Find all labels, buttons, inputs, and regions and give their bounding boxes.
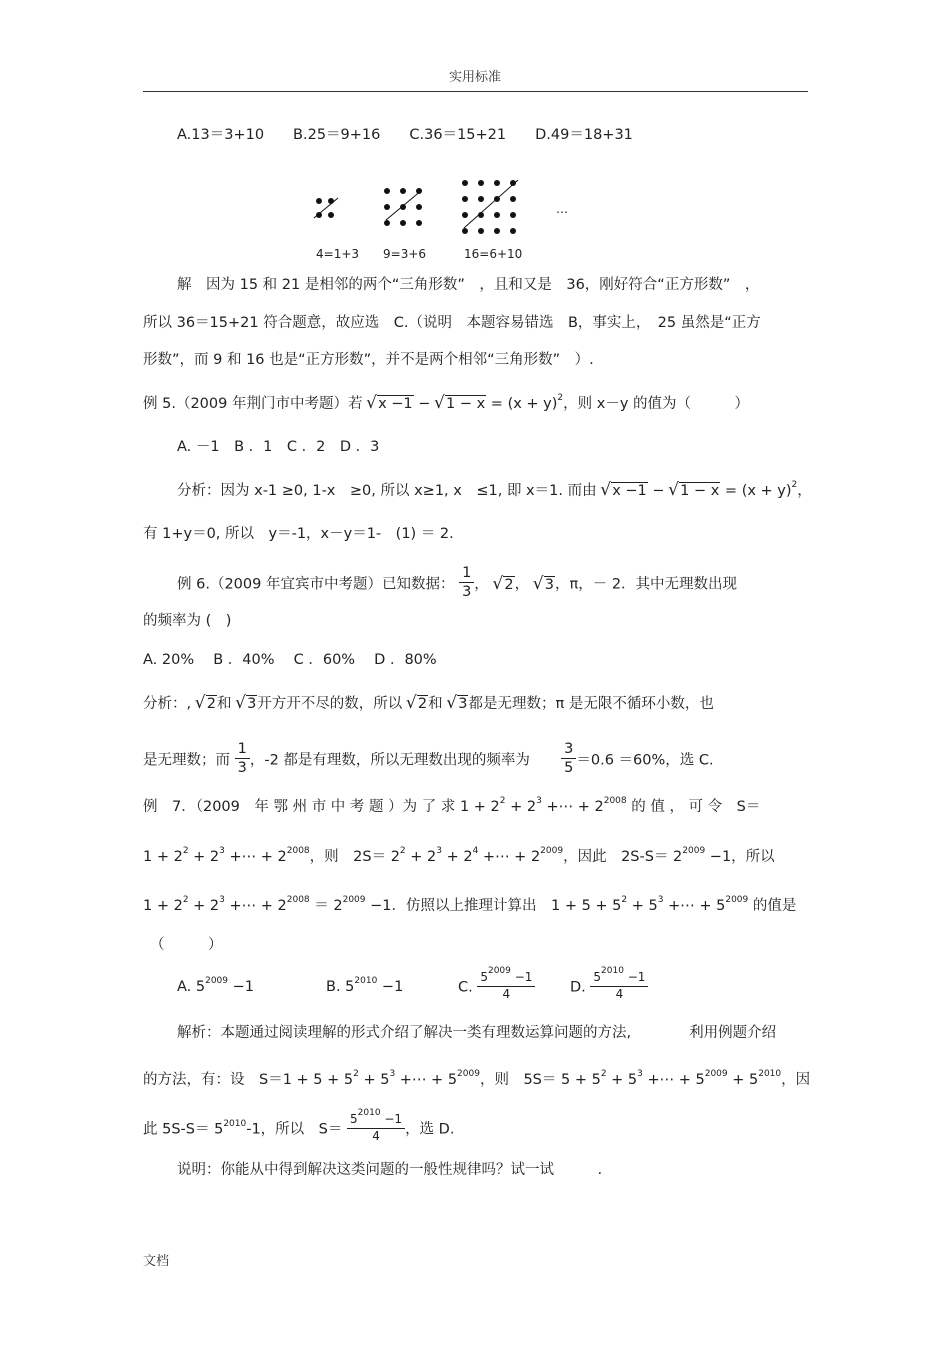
ellipsis: … (556, 202, 568, 216)
sqrt-2: √ 2 (196, 694, 217, 714)
solution-4-line-2: 所以 36＝15+21 符合题意，故应选 C.（说明 本题容易错选 B，事实上， 25 虽然是“正方 (143, 315, 761, 331)
sqrt-x-minus-1: √ x −1 (601, 481, 648, 501)
dot-caption-3: 16=6+10 (464, 247, 523, 261)
example-7-line-1: 例 7．（2009 年 鄂 州 市 中 考 题 ）为 了 求 $1 + 2^2 + 2^3$ +⋯ + $2^{2008}$ 的 值 ， 可 令 S＝ (143, 796, 761, 815)
dot-caption-2: 9=3+6 (383, 247, 427, 261)
example-6-question: 例 6.（2009 年宜宾市中考题）已知数据： $\frac{1}{3}$ ， √ 2， √ 3，π，－ 2．其中无理数出现 (177, 566, 737, 603)
dot-figure-1 (312, 196, 342, 224)
page-header: 实用标准 (448, 70, 501, 85)
sqrt-3: √ 3 (447, 694, 468, 714)
ex7-option-b: B. $5^{2010} -1$ (326, 976, 404, 995)
example-5-question: 例 5.（2009 年荆门市中考题）若 √ x −1 − √ $1 - x = (x + y)^2$，则 x－y 的值为（ ） (143, 394, 749, 416)
example-7-line-2: $1 + 2^2 + 2^3$ +⋯ + $2^{2008}$，则 $2S= 2^2 + 2^3 + 2^4$ +⋯ + $2^{2009}$，因此 $2S-S= 2^{2009} -1$，所以 (143, 846, 775, 865)
page-footer: 文档 (143, 1254, 170, 1269)
dot-figure-2 (382, 186, 428, 228)
ex7-option-c: C. $\frac{5^{2009} -1}{4}$ (458, 972, 535, 1003)
fraction-one-third: $\frac{1}{3}$ (235, 740, 250, 777)
fraction-one-third: $\frac{1}{3}$ (459, 564, 474, 601)
ex7-solution-line-2: 的方法，有：设 $S=1 + 5 + 5^2 + 5^3$ +⋯ + $5^{2009}$，则 $5S= 5 + 5^2 + 5^3$ +⋯ + $5^{2009} + 5^{2010}$，因 (143, 1069, 811, 1088)
ex5-suffix: ，则 x－y 的值为（ ） (563, 396, 750, 412)
ex5-analysis-line-1: 分析：因为 x-1 ≥0, 1-x ≥0, 所以 x≥1, x ≤1, 即 x＝1. 而由 √ x −1 − √ $1 - x = (x + y)^2$， (177, 481, 812, 503)
dot-figure-3 (460, 178, 522, 238)
sqrt-2: √ 2 (407, 694, 428, 714)
solution-4-line-3: 形数”，而 9 和 16 也是“正方形数”，并不是两个相邻“三角形数” ）. (143, 352, 594, 368)
q4-options: A.13＝3+10 B.25＝9+16 C.36＝15+21 D.49＝18+31 (177, 127, 633, 143)
ex7-note: 说明：你能从中得到解决这类问题的一般性规律吗？试一试 . (177, 1162, 603, 1178)
fraction-three-fifths: $\frac{3}{5}$ (561, 740, 576, 777)
ex6-analysis-line-1: 分析：, √ 2和 √ 3开方开不尽的数，所以 √ 2和 √ 3都是无理数；π 是无限不循环小数，也 (143, 694, 714, 714)
example-7-line-3: $1 + 2^2 + 2^3$ +⋯ + $2^{2008} = 2^{2009} -1$．仿照以上推理计算出 $1 + 5 + 5^2 + 5^3$ +⋯ + $5^{2009}$ 的值是 (143, 895, 797, 914)
ex7-solution-line-3: 此 $5S-S= 5^{2010}-1$，所以 S＝ $\frac{5^{2010} -1}{4}$ ，选 D. (143, 1108, 455, 1143)
ex7-option-a: A. $5^{2009} -1$ (177, 976, 254, 995)
ex5-options: A. －1 B ．1 C ．2 D ．3 (177, 439, 380, 455)
ex6-analysis-line-2: 是无理数；而 $\frac{1}{3}$ ，-2 都是有理数，所以无理数出现的频率为 $\frac{3}{5}$ ＝0.6 ＝60%，选 C. (143, 741, 714, 776)
ex7-option-d: D. $\frac{5^{2010} -1}{4}$ (570, 972, 648, 1003)
sqrt-3: √ 3 (236, 694, 257, 714)
sqrt-x-minus-1: √ x −1 (367, 394, 414, 414)
ex7-answer-parens: （ ） (150, 937, 223, 953)
sqrt-3: √ 3 (534, 575, 555, 595)
dot-caption-1: 4=1+3 (316, 247, 360, 261)
ex6-options: A. 20% B ．40% C ．60% D ．80% (143, 652, 437, 668)
ex6-question-line-2: 的频率为 ( ) (143, 613, 232, 629)
ex5-analysis-line-2: 有 1+y＝0, 所以 y＝-1，x－y＝1- (1) ＝ 2. (143, 526, 454, 542)
sqrt-1-minus-x: √ 1 − x (435, 394, 486, 414)
sqrt-2: √ 2 (493, 575, 514, 595)
sqrt-1-minus-x: √ 1 − x (669, 481, 720, 501)
ex5-prefix: 例 5.（2009 年荆门市中考题）若 (143, 396, 363, 412)
ex7-solution-line-1: 解析：本题通过阅读理解的形式介绍了解决一类有理数运算问题的方法, 利用例题介绍 (177, 1025, 777, 1041)
solution-4-line-1: 解 因为 15 和 21 是相邻的两个“三角形数” ，且和又是 36，刚好符合“正方形数” ， (177, 277, 760, 293)
header-rule (143, 91, 808, 92)
